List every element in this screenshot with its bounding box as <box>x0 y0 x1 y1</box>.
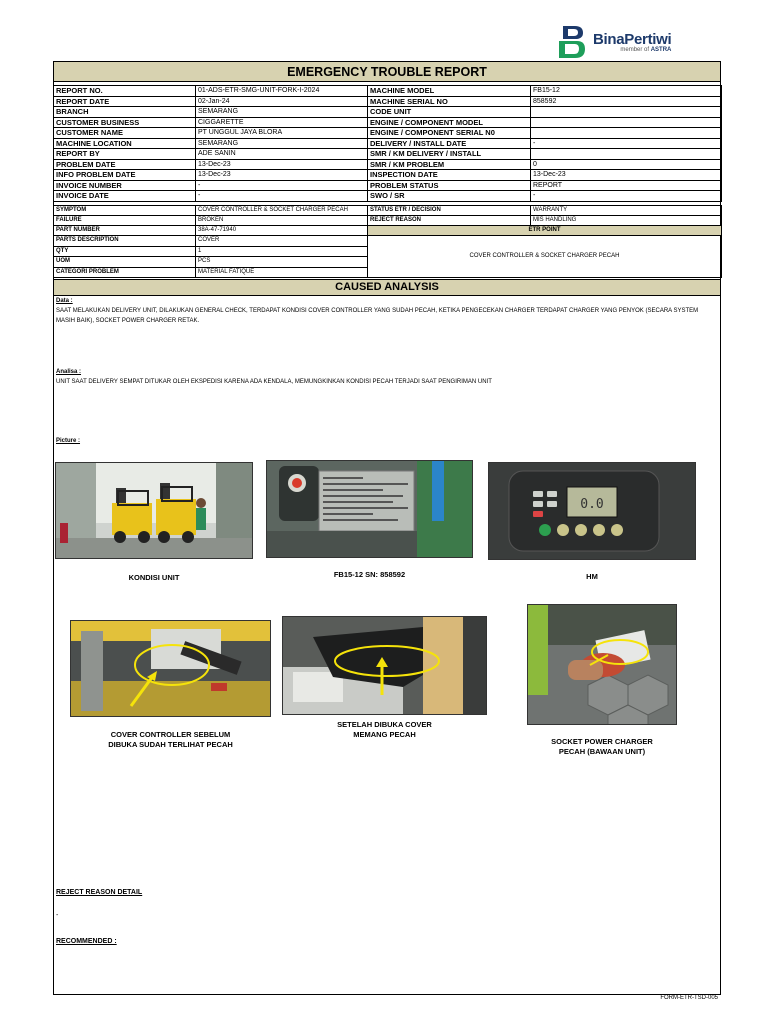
table-row <box>54 128 722 139</box>
photo-serial-plate <box>266 460 473 558</box>
right-info-value: REPORT <box>531 180 722 191</box>
right-info-label: INSPECTION DATE <box>368 170 531 181</box>
left-info-label: INFO PROBLEM DATE <box>54 170 196 181</box>
left-info-value: ADE SANIN <box>196 149 368 160</box>
analisa-text: UNIT SAAT DELIVERY SEMPAT DITUKAR OLEH EKSPEDISI KARENA ADA KENDALA, MEMUNGKINKAN KONDISI PECAH TERJADI SAAT PENGIRIMAN UNIT <box>56 379 492 385</box>
table-row <box>54 226 722 236</box>
left-info-label: MACHINE LOCATION <box>54 138 196 149</box>
qty-value: 1 <box>196 246 368 257</box>
binapertiwi-logo-icon <box>553 24 589 60</box>
photo-kondisi-unit <box>55 462 253 559</box>
right-info-label: ENGINE / COMPONENT MODEL <box>368 117 531 128</box>
symptom-table <box>53 205 722 278</box>
left-info-value: 13-Dec-23 <box>196 170 368 181</box>
form-code: FORM-ETR-TSD-005 <box>660 995 718 1001</box>
caused-analysis-header: CAUSED ANALYSIS <box>53 279 721 296</box>
right-info-label: SMR / KM PROBLEM <box>368 159 531 170</box>
part-number-value: 38A-47-71940 <box>196 226 368 236</box>
right-info-value <box>531 149 722 160</box>
left-info-label: PROBLEM DATE <box>54 159 196 170</box>
left-info-value: CIGGARETTE <box>196 117 368 128</box>
etr-point-label: ETR POINT <box>368 226 722 236</box>
right-info-label: CODE UNIT <box>368 107 531 118</box>
svg-text:0.0: 0.0 <box>580 497 604 512</box>
table-row <box>54 117 722 128</box>
table-row <box>54 180 722 191</box>
left-info-label: BRANCH <box>54 107 196 118</box>
table-row <box>54 170 722 181</box>
reject-reason-detail-label: REJECT REASON DETAIL <box>56 889 143 896</box>
left-info-value: - <box>196 180 368 191</box>
caption-cover-opened: SETELAH DIBUKA COVER MEMANG PECAH <box>337 720 432 739</box>
right-info-label: MACHINE SERIAL NO <box>368 96 531 107</box>
caption-kondisi-unit: KONDISI UNIT <box>128 573 180 582</box>
right-info-value: FB15-12 <box>531 86 722 97</box>
etr-point-value: COVER CONTROLLER & SOCKET CHARGER PECAH <box>368 236 722 278</box>
left-info-label: CUSTOMER NAME <box>54 128 196 139</box>
category-label: CATEGORI PROBLEM <box>54 267 196 278</box>
right-info-value: - <box>531 138 722 149</box>
photo-cover-controller <box>70 620 271 717</box>
reject-reason-label: REJECT REASON <box>368 216 531 226</box>
table-row <box>54 206 722 216</box>
status-value: WARRANTY <box>531 206 722 216</box>
binapertiwi-logo <box>553 22 713 62</box>
caption-socket-charger: SOCKET POWER CHARGER PECAH (BAWAAN UNIT) <box>551 737 653 756</box>
right-info-value: - <box>531 191 722 202</box>
analisa-label: Analisa : <box>56 369 82 375</box>
reject-reason-detail-value: - <box>56 912 59 919</box>
symptom-label: SYMPTOM <box>54 206 196 216</box>
table-row <box>54 216 722 226</box>
caption-serial: FB15-12 SN: 858592 <box>333 570 406 579</box>
table-row <box>54 236 722 247</box>
right-info-label: DELIVERY / INSTALL DATE <box>368 138 531 149</box>
status-label: STATUS ETR / DECISION <box>368 206 531 216</box>
table-row <box>54 86 722 97</box>
data-text: SAAT MELAKUKAN DELIVERY UNIT, DILAKUKAN GENERAL CHECK, TERDAPAT KONDISI COVER CONTROLLER YANG SUDAH PECAH, KETIKA PENGECEKAN CHARGER TERDAPAT CHARGER YANG PENYOK (SECARA SYSTEM MASIH BAIK), SOCKET POWER CHARGER RETAK. <box>56 308 699 324</box>
symptom-value: COVER CONTROLLER & SOCKET CHARGER PECAH <box>196 206 368 216</box>
logo-sub: member of ASTRA <box>620 47 672 53</box>
failure-label: FAILURE <box>54 216 196 226</box>
left-info-value: SEMARANG <box>196 107 368 118</box>
left-info-label: REPORT NO. <box>54 86 196 97</box>
uom-value: PCS <box>196 257 368 268</box>
left-info-label: REPORT BY <box>54 149 196 160</box>
picture-label: Picture : <box>56 438 81 444</box>
right-info-label: ENGINE / COMPONENT SERIAL N0 <box>368 128 531 139</box>
left-info-value: SEMARANG <box>196 138 368 149</box>
left-info-label: INVOICE DATE <box>54 191 196 202</box>
left-info-value: 13-Dec-23 <box>196 159 368 170</box>
table-row <box>54 96 722 107</box>
left-info-value: 02-Jan-24 <box>196 96 368 107</box>
report-info-table <box>53 85 722 202</box>
right-info-label: SMR / KM DELIVERY / INSTALL <box>368 149 531 160</box>
caption-hm: HM <box>586 572 598 581</box>
right-info-label: SWO / SR <box>368 191 531 202</box>
parts-description-label: PARTS DESCRIPTION <box>54 236 196 247</box>
right-info-value: 0 <box>531 159 722 170</box>
table-row <box>54 138 722 149</box>
photo-hour-meter <box>488 462 696 560</box>
photo-socket-charger <box>527 604 677 725</box>
left-info-label: CUSTOMER BUSINESS <box>54 117 196 128</box>
table-row <box>54 159 722 170</box>
right-info-value <box>531 117 722 128</box>
left-info-label: REPORT DATE <box>54 96 196 107</box>
left-info-value: PT UNGGUL JAYA BLORA <box>196 128 368 139</box>
photo-cover-opened <box>282 616 487 715</box>
recommended-label: RECOMMENDED : <box>56 938 117 945</box>
right-info-label: MACHINE MODEL <box>368 86 531 97</box>
qty-label: QTY <box>54 246 196 257</box>
report-title: EMERGENCY TROUBLE REPORT <box>53 61 721 82</box>
right-info-value <box>531 107 722 118</box>
data-label: Data : <box>56 298 73 304</box>
table-row <box>54 107 722 118</box>
right-info-label: PROBLEM STATUS <box>368 180 531 191</box>
category-value: MATERIAL FATIQUE <box>196 267 368 278</box>
left-info-value: 01-ADS-ETR-SMG-UNIT-FORK-I-2024 <box>196 86 368 97</box>
left-info-label: INVOICE NUMBER <box>54 180 196 191</box>
uom-label: UOM <box>54 257 196 268</box>
failure-value: BROKEN <box>196 216 368 226</box>
reject-reason-value: MIS HANDLING <box>531 216 722 226</box>
left-info-value: - <box>196 191 368 202</box>
caption-cover-controller: COVER CONTROLLER SEBELUM DIBUKA SUDAH TERLIHAT PECAH <box>108 730 233 749</box>
table-row <box>54 191 722 202</box>
table-row <box>54 149 722 160</box>
right-info-value <box>531 128 722 139</box>
parts-description-value: COVER <box>196 236 368 247</box>
logo-name: BinaPertiwi <box>593 31 672 48</box>
right-info-value: 858592 <box>531 96 722 107</box>
right-info-value: 13-Dec-23 <box>531 170 722 181</box>
part-number-label: PART NUMBER <box>54 226 196 236</box>
